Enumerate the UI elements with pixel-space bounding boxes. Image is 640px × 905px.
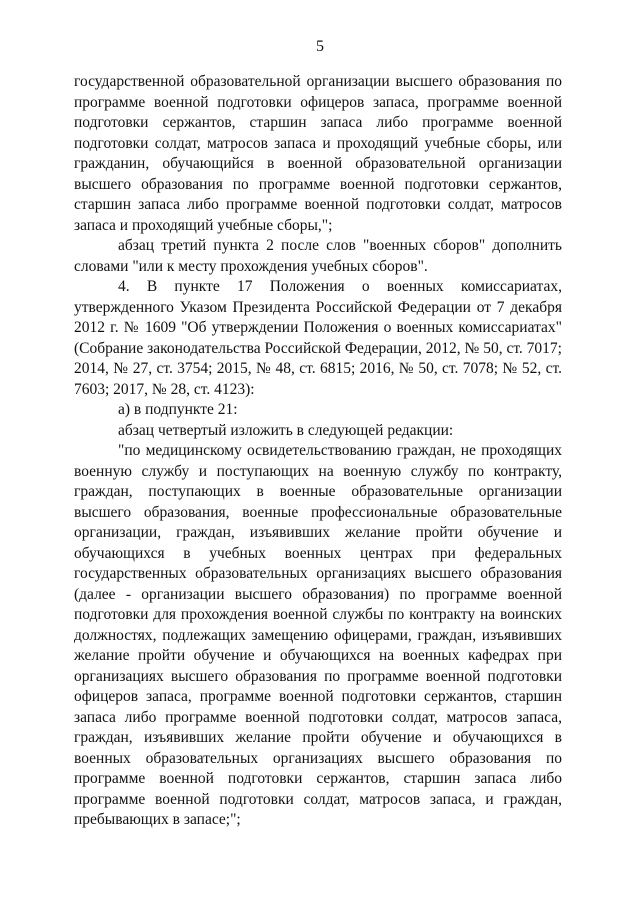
paragraph-item-4: 4. В пункте 17 Положения о военных комиссариатах, утвержденного Указом Президента Российской Федерации от 7 декабря 2012 г. № 1609 "Об утверждении Положения о военных комиссариатах" (Собрание законодательства Российской Федерации, 2012, № 50, ст. 7017; 2014, № 27, ст. 3754; 2015, № 48, ст. 6815; 2016, № 50, ст. 7078; № 52, ст. 7603; 2017, № 28, ст. 4123):	[74, 278, 562, 398]
document-body	[74, 72, 562, 831]
paragraph-subitem-a: а) в подпункте 21:	[118, 401, 238, 418]
page-number: 5	[316, 38, 324, 55]
paragraph-continuation: государственной образовательной организации высшего образования по программе военной подготовки офицеров запаса, программе военной подготовки сержантов, старшин запаса либо программе военной подготовки солдат, матросов запаса и проходящий учебные сборы, или гражданин, обучающийся в военной образовательной организации высшего образования по программе военной подготовки сержантов, старшин запаса либо программе военной подготовки солдат, матросов запаса и проходящий учебные сборы,";	[74, 73, 562, 234]
paragraph-amendment-abzac-3: абзац третий пункта 2 после слов "военных сборов" дополнить словами "или к месту прохождения учебных сборов".	[74, 237, 562, 275]
paragraph-new-wording: "по медицинскому освидетельствованию граждан, не проходящих военную службу и поступающих на военную службу по контракту, граждан, поступающих в военные образовательные организации высшего образования, военные профессиональные образовательные организации, граждан, изъявивших желание пройти обучение и обучающихся в учебных военных центрах при федеральных государственных образовательных организациях высшего образования (далее - организации высшего образования) по программе военной подготовки для прохождения военной службы по контракту на воинских должностях, подлежащих замещению офицерами, граждан, изъявивших желание пройти обучение и обучающихся на военных кафедрах при организациях высшего образования по программе военной подготовки офицеров запаса, программе военной подготовки сержантов, старшин запаса либо программе военной подготовки солдат, матросов запаса, граждан, изъявивших желание пройти обучение и обучающихся в военных образовательных организациях высшего образования по программе военной подготовки сержантов, старшин запаса либо программе военной подготовки солдат, матросов запаса, и граждан, пребывающих в запасе;";	[74, 442, 562, 828]
paragraph-abzac-4-intro: абзац четвертый изложить в следующей редакции:	[118, 421, 454, 439]
